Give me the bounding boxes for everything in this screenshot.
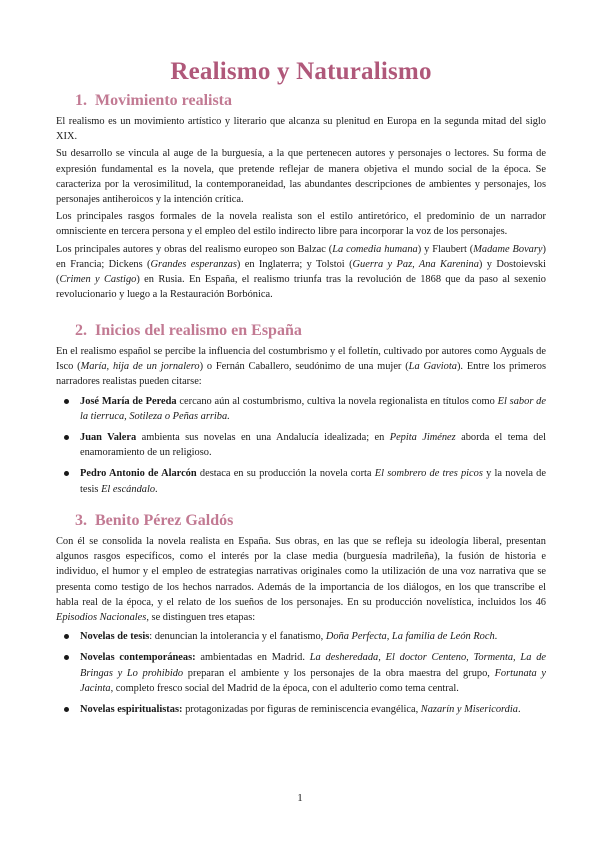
section-1-paragraph-2: Su desarrollo se vincula al auge de la burguesía, a la que pertenecen autores y personajes o lectores. Su forma de expresión fundamental es la novela, que pretende reflejar de manera objetiva el mundo social de la época. Se caracteriza por la verosimilitud, la contemporaneidad, las abundantes descripciones de ambientes y personajes, los personajes antiheroicos y la intención crítica. (56, 148, 546, 206)
work-title: La Gaviota (408, 361, 457, 373)
section-2-heading (75, 322, 302, 340)
section-2-body (56, 344, 546, 503)
section-1-paragraph-3: Los principales rasgos formales de la novela realista son el estilo antiretórico, el predominio de un narrador omnisciente en tercera persona y el empleo del estilo indirecto libre para incorporar la voz de los personajes. (56, 211, 546, 238)
list-item: Novelas de tesis: denuncian la intolerancia y el fanatismo, Doña Perfecta, La familia de León Roch. (56, 629, 546, 644)
section-1-heading (75, 92, 232, 110)
section-2-title: Inicios del realismo en España (95, 322, 302, 339)
section-2-paragraph-1: En el realismo español se percibe la influencia del costumbrismo y el folletín, cultivado por autores como Ayguals de Isco (María, hija de un jornalero) o Fernán Caballero, seudónimo de una mujer (La Gaviota). Entre los primeros narradores realistas pueden citarse: (56, 346, 546, 388)
section-1-paragraph-1: El realismo es un movimiento artístico y literario que alcanza su plenitud en Europa en la segunda mitad del siglo XIX. (56, 116, 546, 143)
work-title: Pepita Jiménez (389, 432, 456, 444)
stage-name: Novelas de tesis (80, 631, 150, 643)
work-title: Madame Bovary (473, 243, 543, 255)
work-title: Fortunata y Jacinta (80, 667, 547, 694)
author-name: Pedro Antonio de Alarcón (80, 468, 197, 480)
work-title: El escándalo (101, 483, 156, 495)
work-title: El sombrero de tres picos (374, 468, 483, 480)
section-3-stage-list (56, 629, 546, 717)
work-title: Guerra y Paz, Ana Karenina (352, 258, 479, 270)
section-3-body (56, 534, 546, 723)
work-title: Grandes esperanzas (150, 258, 237, 270)
section-1-paragraph-4: Los principales autores y obras del realismo europeo son Balzac (La comedia humana) y Flaubert (Madame Bovary) en Francia; Dickens (Grandes esperanzas) en Inglaterra; y Tolstoi (Guerra y Paz, Ana Karenina) y Dostoievski (Crimen y Castigo) en Rusia. En España, el realismo triunfa tras la revolución de 1868 que da paso al sexenio revolucionario y luego a la Restauración Borbónica. (56, 243, 547, 301)
work-title: La desheredada, El doctor Centeno, Tormenta, La de Bringas y Lo prohibido (80, 652, 546, 679)
section-2-author-list (56, 394, 546, 497)
list-item: Pedro Antonio de Alarcón destaca en su producción la novela corta El sombrero de tres picos y la novela de tesis El escándalo. (56, 466, 546, 496)
author-name: José María de Pereda (80, 395, 177, 407)
work-title: Crimen y Castigo (59, 274, 137, 286)
section-3-heading (75, 512, 233, 530)
list-item: Novelas contemporáneas: ambientadas en Madrid. La desheredada, El doctor Centeno, Tormenta, La de Bringas y Lo prohibido preparan el ambiente y los personajes de la obra maestra del grupo, Fortunata y Jacinta, completo fresco social del Madrid de la época, con el adulterio como tema central. (56, 650, 546, 696)
section-3-number: 3. (75, 512, 87, 529)
section-1-title: Movimiento realista (95, 92, 233, 109)
work-title: María, hija de un jornalero (80, 361, 200, 373)
work-title: Nazarín y Misericordia (420, 704, 518, 716)
section-3-paragraph-1: Con él se consolida la novela realista en España. Sus obras, en las que se refleja su ideología liberal, presentan algunos rasgos específicos, como el interés por la clase media (burguesía madrileña), la fusión de historia e individuo, el humor y el empleo de estrategias narrativas originales como la utilización de una voz narrativa que se presenta como testigo de los hechos narrados. Además de la importancia de los diálogos, en los que transcribe el habla real de la época, y el relato de los sueños de los personajes. En su producción novelística, incluidos los 46 Episodios Nacionales, se distinguen tres etapas: (56, 536, 546, 624)
list-item: José María de Pereda cercano aún al costumbrismo, cultiva la novela regionalista en títulos como El sabor de la tierruca, Sotileza o Peñas arriba. (56, 394, 546, 424)
author-name: Juan Valera (80, 432, 137, 444)
section-2-number: 2. (75, 322, 87, 339)
stage-name: Novelas contemporáneas: (80, 652, 196, 664)
page-title: Realismo y Naturalismo (170, 58, 432, 85)
work-title: La comedia humana (332, 243, 418, 255)
list-item: Novelas espiritualistas: protagonizadas por figuras de reminiscencia evangélica, Nazarín y Misericordia. (56, 702, 546, 717)
section-1-body (56, 114, 546, 302)
work-title: Doña Perfecta, La familia de León Roch (325, 631, 495, 643)
section-1-number: 1. (75, 92, 87, 109)
page-number: 1 (297, 792, 303, 804)
list-item: Juan Valera ambienta sus novelas en una Andalucía idealizada; en Pepita Jiménez aborda el tema del enamoramiento de un religioso. (56, 430, 546, 460)
section-3-title: Benito Pérez Galdós (95, 512, 234, 529)
work-title: Episodios Nacionales (56, 612, 147, 624)
stage-name: Novelas espiritualistas: (80, 704, 183, 716)
work-title: El sabor de la tierruca, Sotileza o Peñas arriba. (80, 395, 546, 422)
